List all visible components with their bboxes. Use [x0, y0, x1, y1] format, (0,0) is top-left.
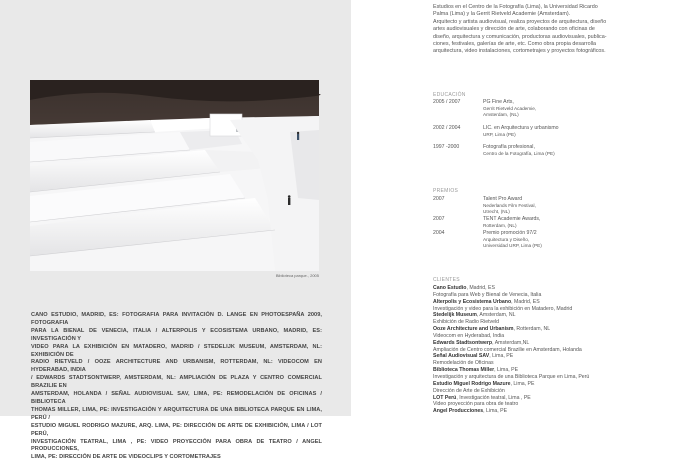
- client-detail: Investigación y arquitectura de una Biblioteca Parque en Lima, Perú: [433, 373, 590, 380]
- architecture-photo: [30, 80, 319, 271]
- entry-year: 2002 / 2004: [433, 125, 461, 131]
- intro-line: diseño, arquitectura y comunicación, productoras audiovisuales, publica-: [433, 33, 607, 40]
- client-detail: Ampliación de Centro comercial Brazilie en Amsterdam, Holanda: [433, 346, 582, 353]
- client-row: [433, 401, 693, 408]
- entry-title: Talent Pro Award: [483, 196, 523, 202]
- entry-description: [483, 196, 536, 216]
- clients-summary-text: [31, 312, 322, 462]
- entry-detail: Amsterdam, (NL): [483, 112, 519, 118]
- client-detail: , Rotterdam, NL: [513, 326, 551, 333]
- client-detail: Fotografía para Web y Bienal de Venecia, Italia: [433, 291, 542, 298]
- client-detail: , Madrid, ES: [511, 298, 540, 305]
- client-row: [433, 367, 693, 374]
- client-name: Biblioteca Thomas Miller: [433, 367, 495, 374]
- entry-description: [483, 144, 555, 157]
- summary-line: THOMAS MILLER, LIMA, PE: INVESTIGACIÓN Y ARQUITECTURA DE UNA BIBLIOTECA PARQUE EN LIMA, PERÚ /: [31, 406, 322, 421]
- intro-line: Palma (Lima) y la Gerrit Rietveld Academie (Amsterdam).: [433, 11, 571, 18]
- entry-title: LIC. en Arquitectura y urbanismo: [483, 125, 559, 131]
- summary-line: LIMA, PE: DIRECCIÓN DE ARTE DE VIDEOCLIPS Y CORTOMETRAJES: [31, 454, 221, 461]
- entry-title: Fotografía profesional,: [483, 144, 535, 150]
- client-detail: Dirección de Arte de Exhibición: [433, 387, 505, 394]
- client-detail: , Amsterdam,NL: [492, 339, 530, 346]
- entry-detail: Rotterdam, (NL): [483, 222, 517, 228]
- entry-year: 2007: [433, 196, 445, 202]
- education-entry: [433, 144, 693, 160]
- entry-year: 1997 -2000: [433, 144, 460, 150]
- client-detail: Remodelación de Oficinas: [433, 360, 494, 367]
- client-row: [433, 285, 693, 292]
- awards-heading: PREMIOS: [433, 188, 459, 194]
- entry-description: [483, 230, 542, 250]
- client-row: [433, 340, 693, 347]
- entry-title: TENT Academie Awards,: [483, 216, 541, 222]
- client-row: [433, 299, 693, 306]
- summary-line: RADIO RIETVELD / OOZE ARCHITECTURE AND URBANISM, ROTTERDAM, NL: VIDEOCOM EN HYDERABAD, INDIA: [31, 359, 322, 374]
- client-row: [433, 374, 693, 381]
- summary-line: ESTUDIO MIGUEL RODRIGO MAZURE, ARQ. LIMA, PE: DIRECCIÓN DE ARTE DE EXHIBICIÓN, LIMA / LOT PERÚ,: [31, 422, 322, 437]
- award-entry: [433, 216, 693, 230]
- entry-year: 2005 / 2007: [433, 99, 461, 105]
- client-detail: , Investigación teatral, Lima , PE: [456, 394, 531, 401]
- summary-line: INVESTIGACIÓN TEATRAL, LIMA , PE: VIDEO PROYECCIÓN PARA OBRA DE TEATRO / ANGEL PRODUCCIONES,: [31, 438, 322, 453]
- bio-intro: [433, 4, 685, 56]
- entry-description: [483, 216, 540, 229]
- client-row: [433, 360, 693, 367]
- client-name: Estudio Miguel Rodrigo Mazure: [433, 380, 511, 387]
- client-detail: , Lima, PE: [510, 380, 535, 387]
- intro-line: Arquitecto y artista audiovisual, realiza proyectos de arquitectura, diseño: [433, 18, 607, 25]
- summary-line: PARA LA BIENAL DE VENECIA, ITALIA / ALTERPOLIS Y ECOSISTEMA URBANO, MADRID, ES: INVESTIGACIÓN Y: [31, 327, 322, 342]
- entry-detail: Arquitectura y Diseño,: [483, 236, 530, 242]
- client-name: Ooze Architecture and Urbanism: [433, 326, 514, 333]
- client-row: [433, 306, 693, 313]
- photo-caption: Biblioteca parque., 2005: [275, 273, 319, 278]
- client-detail: , Amsterdam, NL: [476, 312, 516, 319]
- client-row: [433, 347, 693, 354]
- client-row: [433, 381, 693, 388]
- education-entry: [433, 99, 693, 125]
- client-detail: Exhibición de Radio Rietveld: [433, 319, 500, 326]
- summary-line: / EDWARDS STADTSONTWERP, AMSTERDAM, NL: AMPLIACIÓN DE PLAZA Y CENTRO COMERCIAL BRAZILIE EN: [31, 375, 322, 390]
- client-row: [433, 388, 693, 395]
- client-name: Señal Audiovisual SAV: [433, 353, 490, 360]
- summary-line: CANO ESTUDIO, MADRID, ES: FOTOGRAFIA PARA INVITACIÓN D. LANGE EN PHOTOESPAÑA 2009, FOTOGRAFIA: [31, 312, 322, 326]
- client-row: [433, 408, 693, 415]
- client-row: [433, 312, 693, 319]
- entry-detail: Gerrit Rietveld Academie,: [483, 105, 537, 111]
- client-name: Stedelijk Museum: [433, 312, 477, 319]
- intro-line: arquitectura, video instalaciones, cortometrajes y proyectos fotográficos.: [433, 48, 606, 55]
- intro-line: Estudios en el Centro de la Fotografía (Lima), la Universidad Ricardo: [433, 4, 598, 10]
- client-detail: , Lima, PE: [494, 367, 519, 374]
- client-detail: , Lima, PE: [483, 408, 508, 415]
- client-row: [433, 292, 693, 299]
- intro-line: ciones, festivales, galerías de arte, etc. Como obra propia desarrolla: [433, 41, 597, 48]
- client-name: Alterpolis y Ecosistema Urbano: [433, 298, 512, 305]
- entry-description: [483, 125, 559, 138]
- client-row: [433, 333, 693, 340]
- entry-detail: Nederlands Film Festival,: [483, 202, 536, 208]
- entry-title: Premio promoción 97/2: [483, 230, 537, 236]
- education-entry: [433, 125, 693, 141]
- entry-year: 2007: [433, 216, 445, 222]
- client-row: [433, 395, 693, 402]
- entry-detail: Centro de la Fotografía, Lima (PE): [483, 150, 555, 156]
- client-name: LOT Perú: [433, 394, 457, 401]
- clients-list: [433, 285, 693, 415]
- client-detail: Investigación y video para la exhibición en Matadero, Madrid: [433, 305, 573, 312]
- client-name: Edwards Stadtsontwerp: [433, 339, 493, 346]
- client-row: [433, 319, 693, 326]
- summary-line: AMSTERDAM, HOLANDA / SEÑAL AUDIOVISUAL SAV, LIMA, PE: REMODELACIÓN DE OFICINAS / BIBLIOTECA: [31, 391, 322, 405]
- entry-detail: Universidad URP, Lima (PE): [483, 243, 542, 249]
- summary-line: VIDEO PARA LA EXHIBICIÓN EN MATADERO, MADRID / STEDELIJK MUSEUM, AMSTERDAM, NL: EXHIBICIÓN DE: [31, 343, 322, 358]
- clients-heading: CLIENTES: [433, 277, 460, 283]
- client-row: [433, 353, 693, 360]
- education-heading: EDUCACIÓN: [433, 92, 466, 98]
- client-name: Cano Estudio: [433, 285, 467, 291]
- entry-detail: URP, Lima (PE): [483, 131, 516, 137]
- client-row: [433, 326, 693, 333]
- award-entry: [433, 230, 693, 252]
- entry-title: PG Fine Arts,: [483, 99, 514, 105]
- client-name: Angel Producciones: [433, 408, 484, 415]
- client-detail: , Lima, PE: [489, 353, 514, 360]
- entry-description: [483, 99, 536, 119]
- entry-detail: Utrecht, (NL): [483, 209, 510, 215]
- entry-year: 2004: [433, 230, 445, 236]
- intro-line: artes audiovisuales y dirección de arte, colaborando con oficinas de: [433, 26, 595, 33]
- award-entry: [433, 196, 693, 218]
- client-detail: , Madrid, ES: [466, 285, 495, 291]
- right-page: [351, 0, 700, 416]
- client-detail: Videocom en Hyderabad, India: [433, 332, 505, 339]
- client-detail: Video proyección para obra de teatro: [433, 401, 519, 408]
